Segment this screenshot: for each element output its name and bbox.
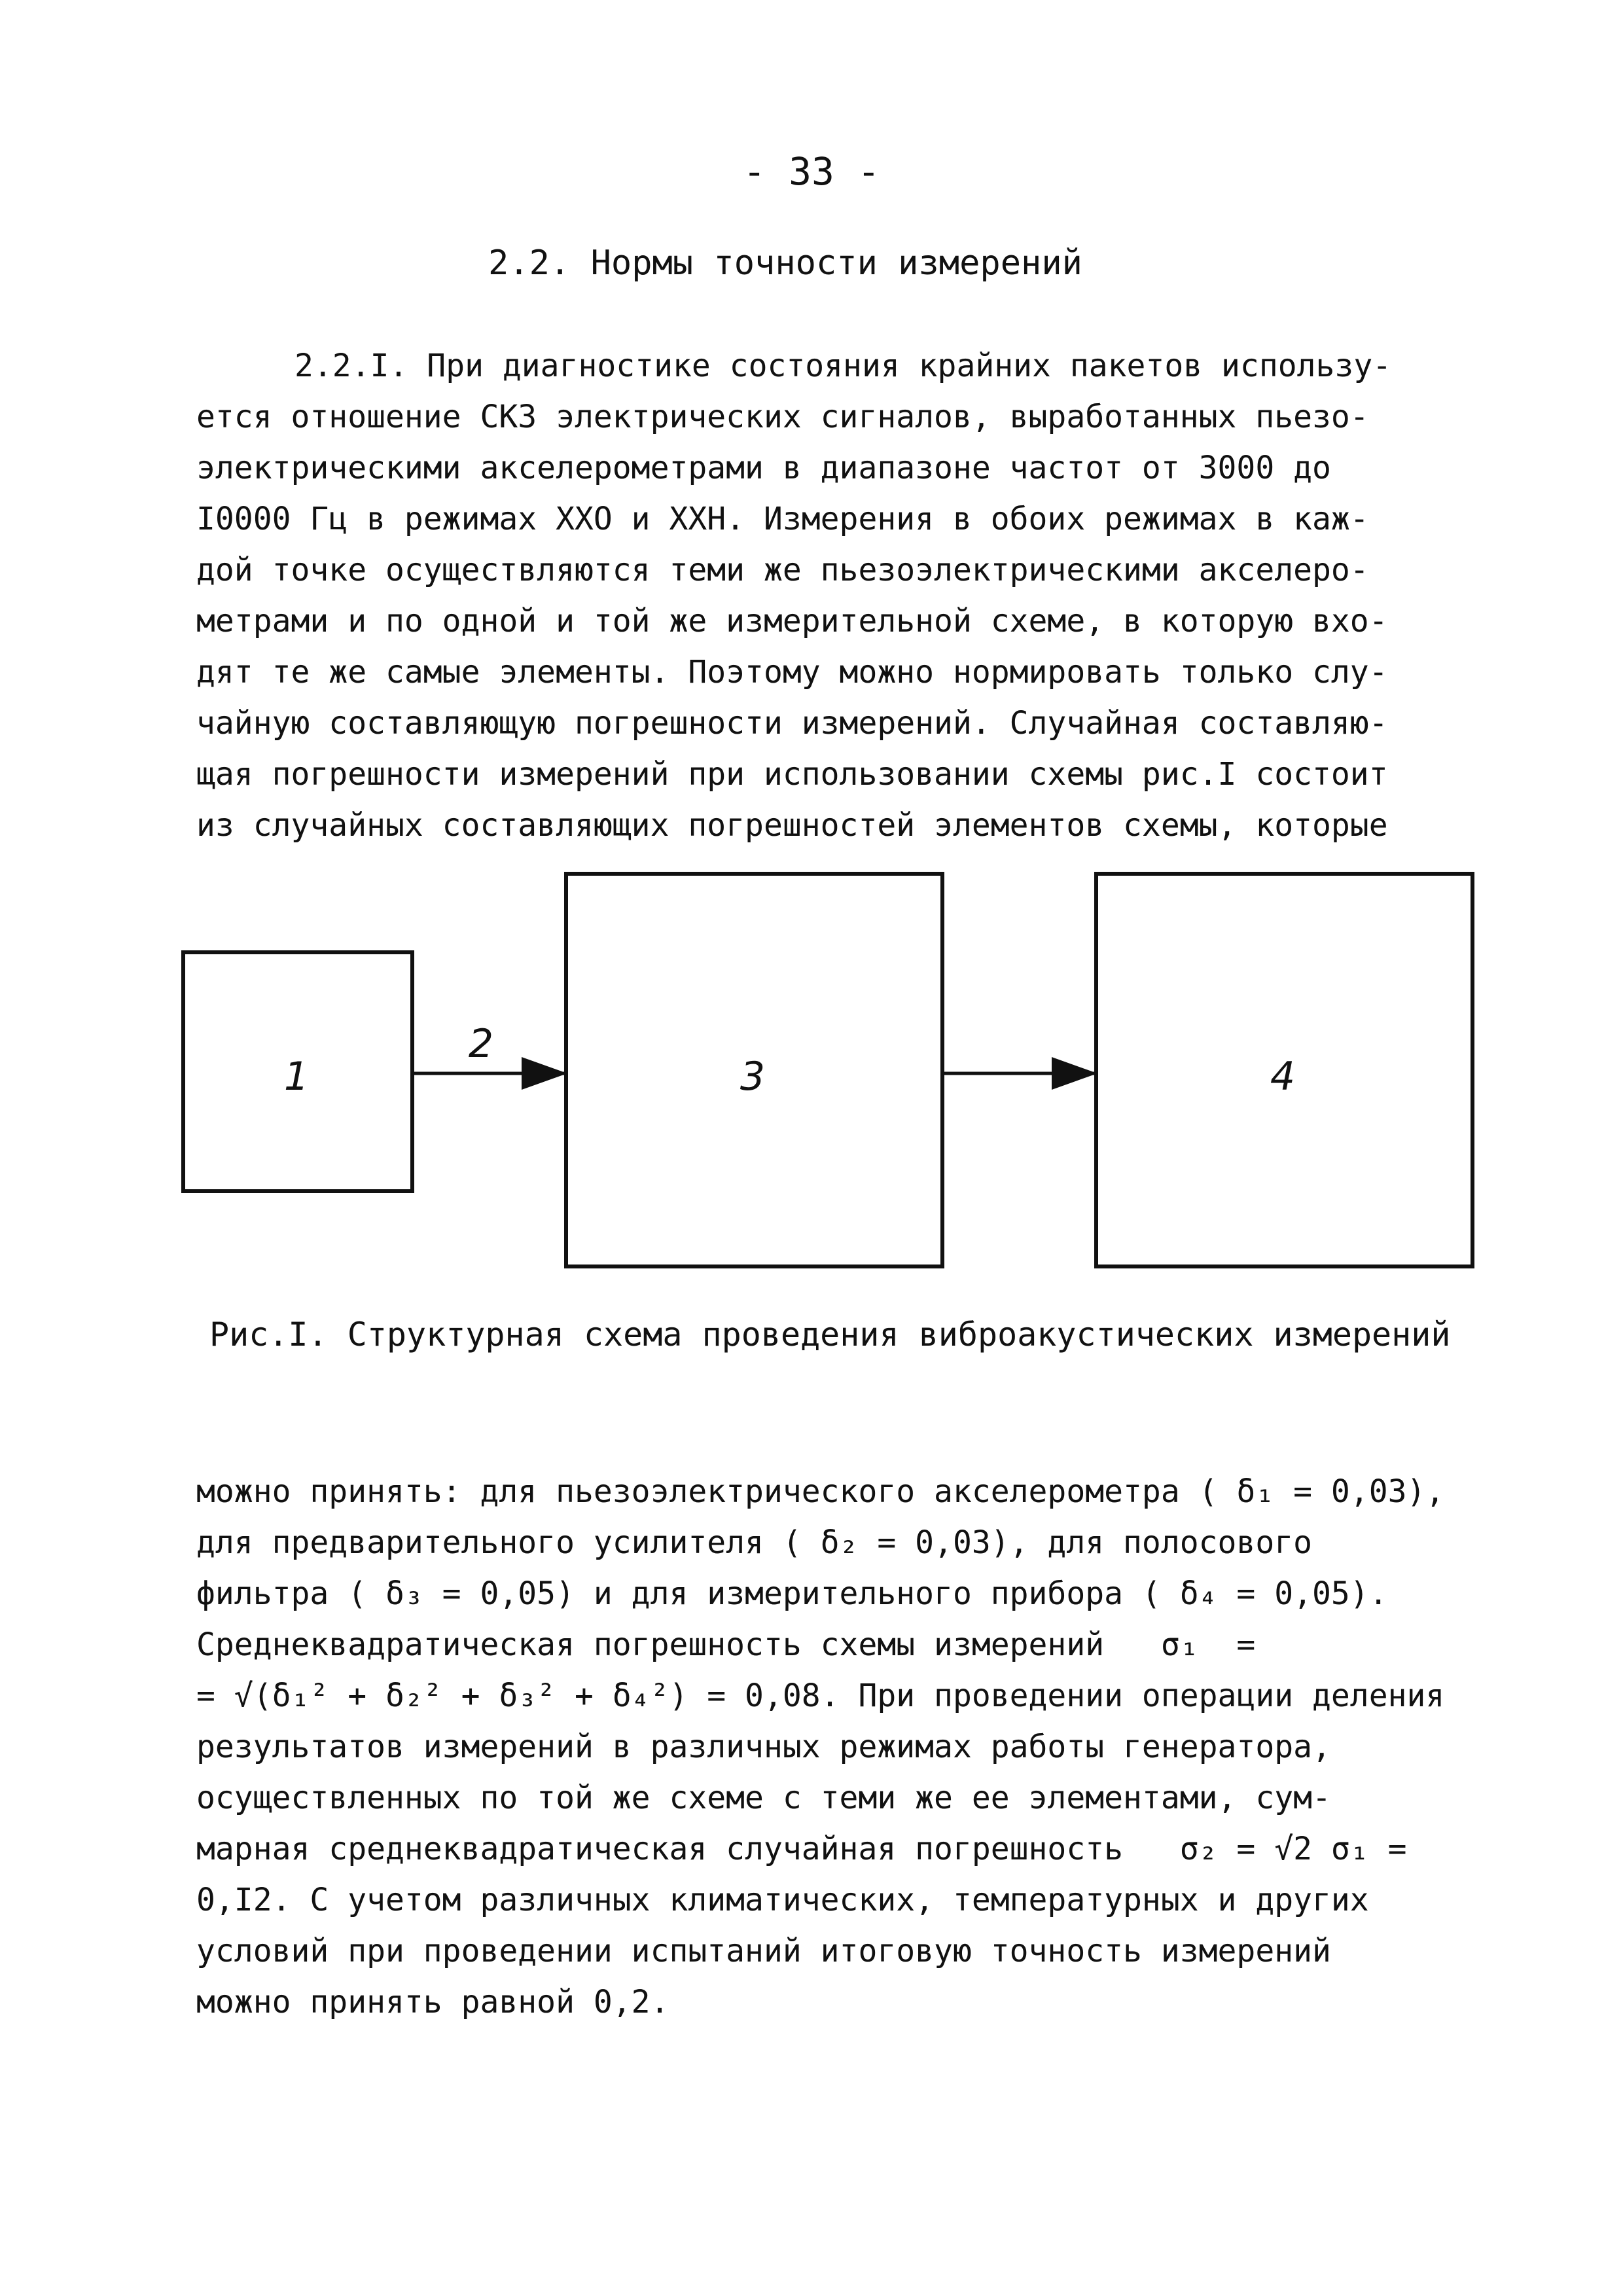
paragraph-1-line: I0000 Гц в режимах ХХО и ХХН. Измерения в обоих режимах в каж-: [196, 501, 1369, 537]
paragraph-2-line: условий при проведении испытаний итоговую точность измерений: [196, 1933, 1331, 1969]
paragraph-2-line: 0,I2. С учетом различных климатических, температурных и других: [196, 1882, 1369, 1918]
paragraph-1-line: метрами и по одной и той же измерительной схеме, в которую вхо-: [196, 603, 1388, 639]
page-number: - 33 -: [743, 149, 880, 194]
paragraph-2-line: можно принять равной 0,2.: [196, 1984, 669, 2020]
block-1-label: 1: [283, 1054, 310, 1100]
paragraph-2-line: фильтра ( δ₃ = 0,05) и для измерительного прибора ( δ₄ = 0,05).: [196, 1575, 1388, 1612]
arrow-label: 2: [468, 1021, 494, 1067]
paragraph-2-line: можно принять: для пьезоэлектрического акселерометра ( δ₁ = 0,03),: [196, 1473, 1445, 1510]
section-title: 2.2. Нормы точности измерений: [488, 243, 1082, 283]
paragraph-2-line: для предварительного усилителя ( δ₂ = 0,03), для полосового: [196, 1524, 1313, 1561]
block-3-label: 3: [740, 1054, 766, 1100]
paragraph-2: [196, 1466, 1479, 2028]
paragraph-1-line: чайную составляющую погрешности измерений. Случайная составляю-: [196, 705, 1388, 742]
paragraph-2-line: Среднеквадратическая погрешность схемы измерений σ₁ =: [196, 1626, 1256, 1663]
paragraph-1-line: дой точке осуществляются теми же пьезоэлектрическими акселеро-: [196, 552, 1369, 588]
paragraph-1-line: ется отношение СКЗ электрических сигналов, выработанных пьезо-: [196, 399, 1369, 435]
paragraph-1-line: из случайных составляющих погрешностей элементов схемы, которые: [196, 807, 1388, 844]
paragraph-1: [196, 340, 1479, 851]
block-4-label: 4: [1270, 1054, 1296, 1100]
paragraph-1-line: 2.2.I. При диагностике состояния крайних пакетов использу-: [294, 348, 1392, 384]
paragraph-2-line: марная среднеквадратическая случайная погрешность σ₂ = √2 σ₁ =: [196, 1831, 1407, 1867]
paragraph-2-line: осуществленных по той же схеме с теми же ее элементами, сум-: [196, 1780, 1331, 1816]
paragraph-2-line: результатов измерений в различных режимах работы генератора,: [196, 1729, 1331, 1765]
figure-caption: Рис.I. Структурная схема проведения виброакустических измерений: [209, 1316, 1451, 1354]
paragraph-1-line: щая погрешности измерений при использовании схемы рис.I состоит: [196, 756, 1388, 793]
paragraph-1-line: дят те же самые элементы. Поэтому можно нормировать только слу-: [196, 654, 1388, 691]
paragraph-1-line: электрическими акселерометрами в диапазоне частот от 3000 до: [196, 450, 1331, 486]
paragraph-2-line: = √(δ₁² + δ₂² + δ₃² + δ₄²) = 0,08. При проведении операции деления: [196, 1677, 1445, 1714]
